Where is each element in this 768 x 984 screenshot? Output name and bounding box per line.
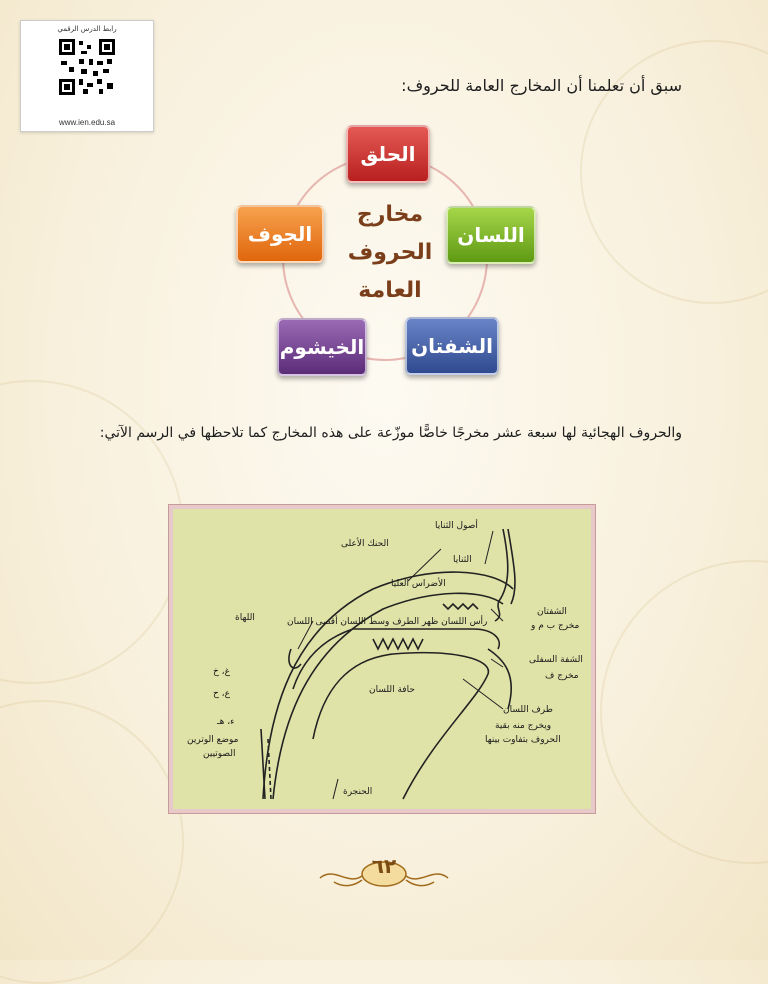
label-roots-incisors: أصول الثنايا (435, 521, 478, 531)
label-hamza-ha: ء، هـ (217, 717, 235, 727)
badge-lips: الشفتان (405, 317, 499, 375)
qr-code-icon[interactable] (57, 37, 117, 97)
center-title (340, 196, 440, 310)
label-ain-ha: ع، ح (213, 689, 230, 699)
page-number: ٦٢ (371, 854, 397, 878)
qr-code-box[interactable] (20, 20, 154, 132)
center-title-line3: العامة (358, 278, 422, 303)
lead-text: والحروف الهجائية لها سبعة عشر مخرجًا خاصًّا موزّعة على هذه المخارج كما تلاحظها في الرسم الآتي: (99, 425, 682, 441)
mouth-diagram (169, 505, 595, 813)
label-lips-letters: مخرج ب م و (531, 621, 580, 631)
label-tongue-tip-note2: الحروف بتفاوت بينها (485, 735, 561, 745)
label-tongue-tip: طرف اللسان (503, 705, 553, 715)
center-title-line1: مخارج (356, 202, 424, 227)
label-lower-lip: الشفة السفلى (529, 655, 583, 665)
label-gh-kh: غ، خ (213, 667, 230, 677)
label-upper-gums: الأضراس العليا (391, 579, 446, 589)
label-lips: الشفتان (537, 607, 567, 617)
intro-text: سبق أن تعلمنا أن المخارج العامة للحروف: (401, 76, 682, 95)
label-vocal-cords1: موضع الوترين (187, 735, 239, 745)
label-uvula: اللهاة (235, 613, 255, 623)
badge-nasal: الخيشوم (277, 318, 367, 376)
label-lower-lip-letter: مخرج ف (545, 671, 579, 681)
qr-url: www.ien.edu.sa (58, 118, 116, 127)
badge-tongue: اللسان (446, 206, 536, 264)
background-ornament (600, 560, 768, 864)
label-tongue-edge: حافة اللسان (369, 685, 415, 695)
label-larynx: الحنجرة (343, 787, 373, 797)
center-title-line2: الحروف (347, 240, 433, 265)
background-ornament (0, 700, 184, 984)
label-tongue-tip-note1: ويخرج منه بقية (495, 721, 552, 731)
qr-title: رابط الدرس الرقمي (57, 25, 117, 33)
badge-throat: الحلق (346, 125, 430, 183)
label-palate: الحنك الأعلى (341, 539, 389, 549)
badge-hollow: الجوف (236, 205, 324, 263)
label-vocal-cords2: الصوتيين (203, 749, 236, 759)
label-tongue-parts: رأس اللسان ظهر الطرف وسط اللسان أقصى اللسان (287, 617, 488, 627)
label-incisors: الثنايا (453, 555, 472, 565)
